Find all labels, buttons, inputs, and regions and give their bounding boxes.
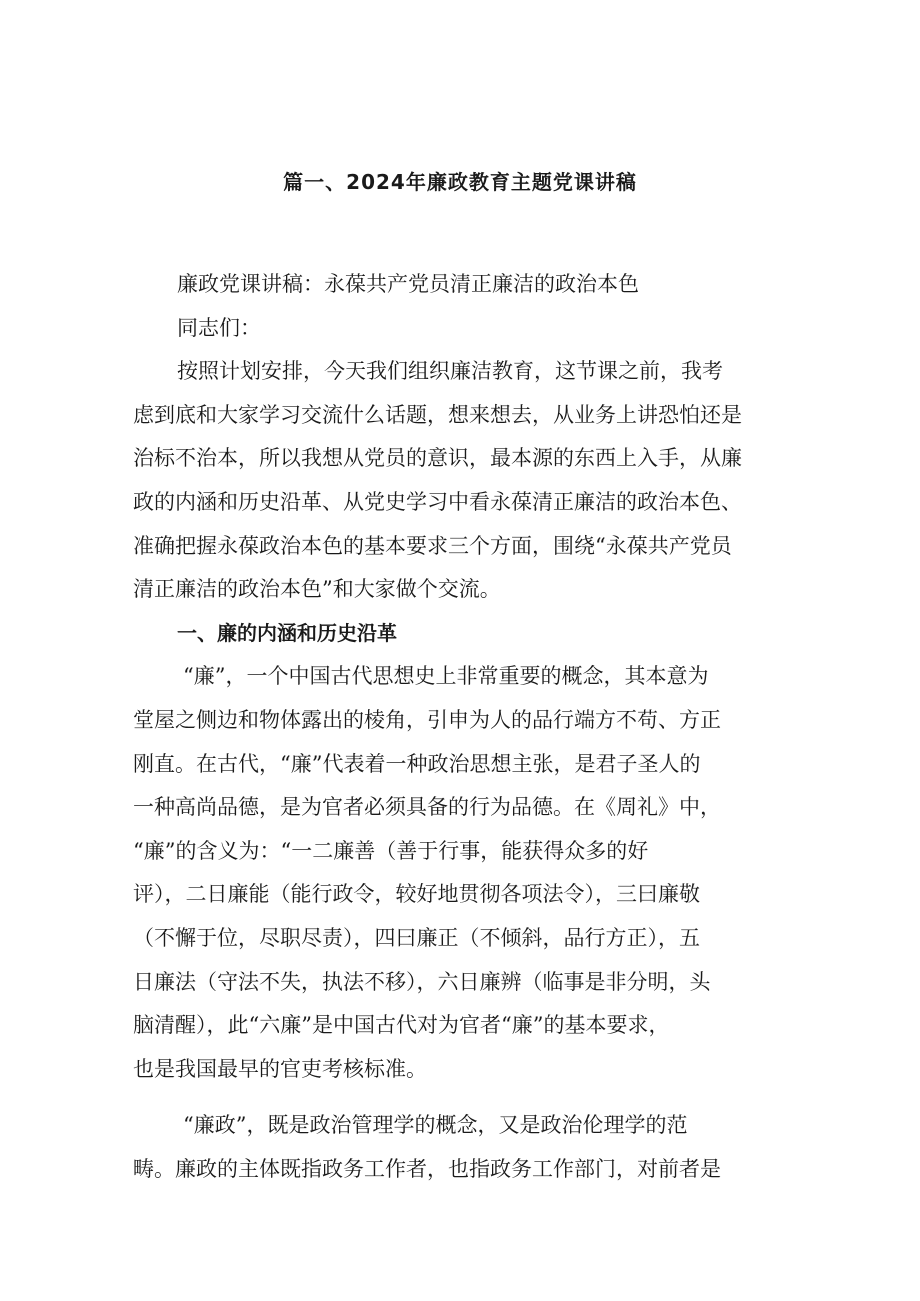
paragraph-gap — [133, 1091, 801, 1104]
paragraph-3 — [133, 1104, 801, 1191]
paragraph-line: 清正廉洁的政治本色”和大家做个交流。 — [133, 577, 501, 602]
paragraph-line: （不懈于位，尽职尽责），四曰廉正（不倾斜，品行方正），五 — [133, 925, 700, 950]
document-body — [133, 263, 801, 1191]
section-heading: 一、廉的内涵和历史沿革 — [177, 620, 397, 645]
paragraph-line: 政的内涵和历史沿革、从党史学习中看永葆清正廉洁的政治本色、 — [133, 489, 742, 514]
salutation: 同志们： — [177, 315, 261, 340]
paragraph-line: 脑清醒），此“六廉”是中国古代对为官者“廉”的基本要求， — [133, 1013, 670, 1038]
document-title: 篇一、2024年廉政教育主题党课讲稿 — [283, 170, 637, 194]
paragraph-line: 畴。廉政的主体既指政务工作者，也指政务工作部门，对前者是 — [133, 1156, 721, 1181]
paragraph-line: 治标不治本，所以我想从党员的意识，最本源的东西上入手，从廉 — [133, 446, 742, 471]
subtitle: 廉政党课讲稿：永葆共产党员清正廉洁的政治本色 — [177, 272, 639, 296]
paragraph-line: 准确把握永葆政治本色的基本要求三个方面，围绕“永葆共产党员 — [133, 533, 732, 558]
paragraph-line: 一种高尚品德，是为官者必须具备的行为品德。在《周礼》中， — [133, 795, 721, 820]
paragraph-line: 评），二日廉能（能行政令，较好地贯彻各项法令），三曰廉敬 — [133, 882, 700, 907]
paragraph-line: 也是我国最早的官吏考核标准。 — [133, 1056, 427, 1081]
paragraph-line: 虑到底和大家学习交流什么话题，想来想去，从业务上讲恐怕还是 — [133, 402, 742, 427]
paragraph-line: “廉政”，既是政治管理学的概念，又是政治伦理学的范 — [183, 1113, 688, 1138]
paragraph-line: 堂屋之侧边和物体露出的棱角，引申为人的品行端方不苟、方正 — [133, 707, 721, 732]
paragraph-2 — [133, 655, 801, 1091]
paragraph-line: 刚直。在古代，“廉”代表着一种政治思想主张，是君子圣人的 — [133, 751, 701, 776]
paragraph-line: 日廉法（守法不失，执法不移），六日廉辨（临事是非分明，头 — [133, 969, 711, 994]
paragraph-line: “廉”的含义为：“一二廉善（善于行事，能获得众多的好 — [133, 838, 649, 863]
paragraph-1 — [133, 350, 801, 612]
paragraph-line: “廉”，一个中国古代思想史上非常重要的概念，其本意为 — [183, 664, 709, 689]
paragraph-line: 按照计划安排，今天我们组织廉洁教育，这节课之前，我考 — [177, 359, 723, 384]
